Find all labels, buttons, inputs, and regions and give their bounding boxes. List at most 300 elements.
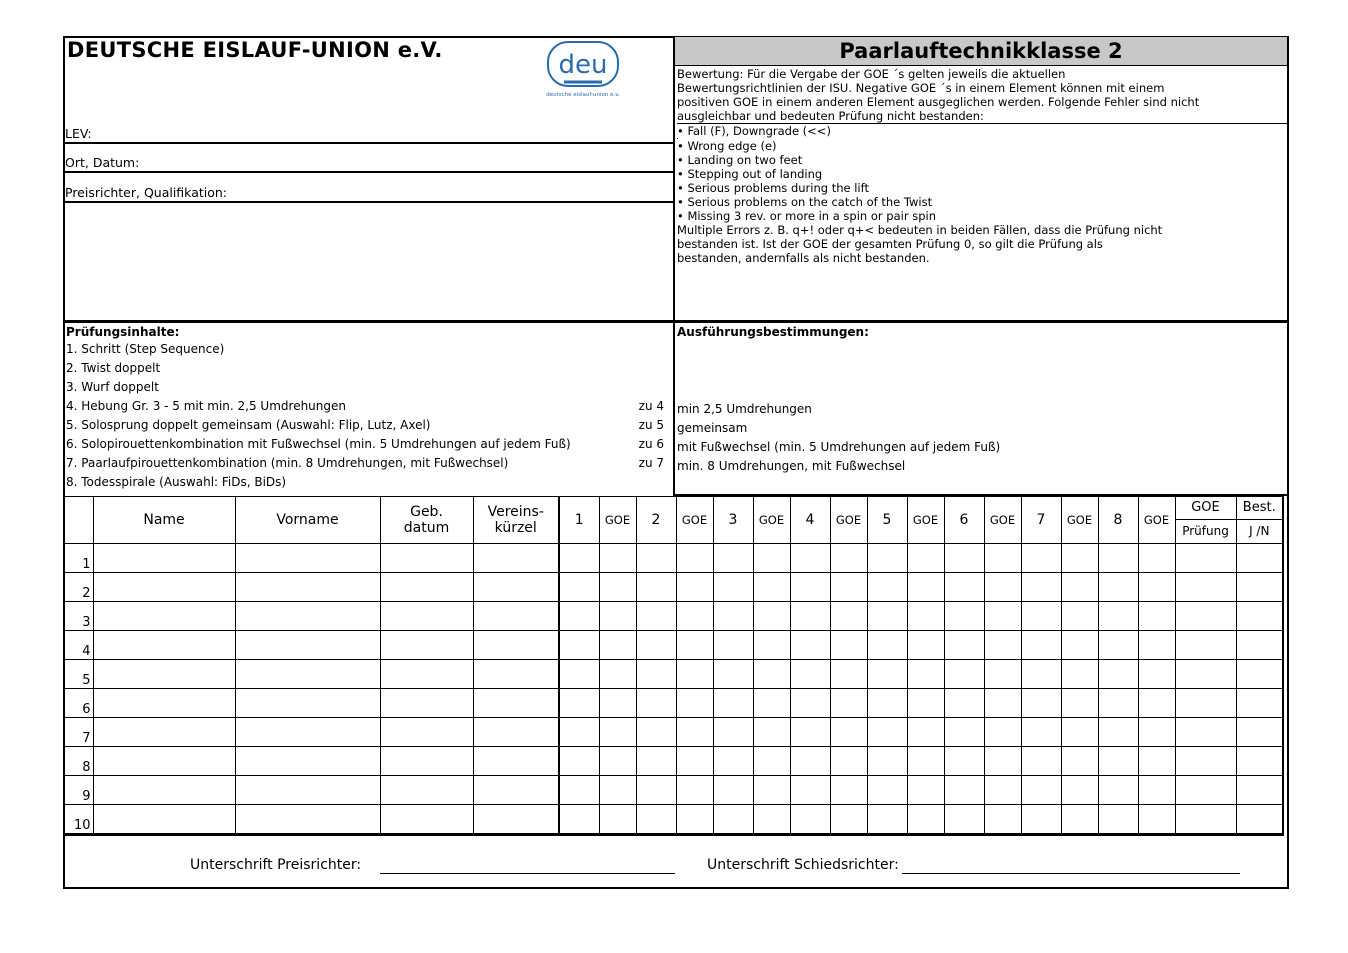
header-rownum xyxy=(64,497,93,544)
table-cell[interactable] xyxy=(830,573,867,602)
table-row xyxy=(64,631,1283,660)
table-cell[interactable] xyxy=(944,747,984,776)
table-cell[interactable] xyxy=(559,718,599,747)
table-cell[interactable] xyxy=(1061,689,1098,718)
table-cell[interactable] xyxy=(380,805,473,835)
table-cell[interactable] xyxy=(1021,660,1061,689)
table-cell[interactable] xyxy=(473,573,559,602)
table-cell[interactable] xyxy=(636,544,676,573)
table-row xyxy=(64,573,1283,602)
table-cell[interactable] xyxy=(1021,689,1061,718)
table-cell[interactable] xyxy=(235,805,380,835)
table-cell[interactable] xyxy=(473,747,559,776)
table-cell[interactable] xyxy=(235,573,380,602)
pruefung-item xyxy=(66,454,672,473)
table-cell[interactable] xyxy=(235,660,380,689)
table-cell[interactable] xyxy=(636,660,676,689)
table-cell[interactable] xyxy=(636,747,676,776)
table-cell[interactable] xyxy=(473,718,559,747)
table-cell[interactable] xyxy=(676,573,713,602)
table-cell[interactable] xyxy=(753,544,790,573)
table-cell[interactable] xyxy=(559,805,599,835)
table-cell[interactable] xyxy=(830,776,867,805)
bewertung-intro-0: Bewertung: Für die Vergabe der GOE ´s gelten jeweils die aktuellen xyxy=(677,67,1066,81)
table-cell[interactable] xyxy=(599,689,636,718)
table-cell[interactable] xyxy=(676,805,713,835)
header-goe-pruefung-2: Prüfung xyxy=(1182,524,1229,538)
bewertung-error-6: • Missing 3 rev. or more in a spin or pair spin xyxy=(677,209,936,223)
table-cell[interactable] xyxy=(713,631,753,660)
header-verein-2: kürzel xyxy=(494,520,537,536)
bewertung-error-4: • Serious problems during the lift xyxy=(677,181,869,195)
table-cell[interactable] xyxy=(753,689,790,718)
table-cell[interactable] xyxy=(790,747,830,776)
table-cell[interactable] xyxy=(984,805,1021,835)
table-cell[interactable] xyxy=(1098,631,1138,660)
table-body xyxy=(64,544,1283,835)
page-title xyxy=(675,37,1287,66)
table-cell[interactable] xyxy=(380,718,473,747)
table-cell[interactable] xyxy=(380,660,473,689)
table-cell[interactable] xyxy=(1175,660,1236,689)
table-cell[interactable] xyxy=(830,718,867,747)
table-cell[interactable] xyxy=(944,573,984,602)
table-cell[interactable] xyxy=(380,747,473,776)
header-best-1: Best. xyxy=(1237,497,1283,520)
table-cell[interactable] xyxy=(830,689,867,718)
table-row xyxy=(64,718,1283,747)
table-cell[interactable] xyxy=(676,689,713,718)
sig-schiedsrichter-line[interactable] xyxy=(902,873,1240,874)
table-cell[interactable] xyxy=(559,544,599,573)
table-cell[interactable] xyxy=(713,544,753,573)
table-cell[interactable] xyxy=(907,747,944,776)
table-cell[interactable] xyxy=(867,573,907,602)
ausfuehrung-item: gemeinsam xyxy=(677,421,748,435)
table-cell[interactable] xyxy=(1138,602,1175,631)
table-cell[interactable] xyxy=(713,747,753,776)
bewertung-outro-0: Multiple Errors z. B. q+! oder q+< bedeuten in beiden Fällen, dass die Prüfung nicht xyxy=(677,223,1163,237)
table-cell[interactable] xyxy=(867,718,907,747)
table-cell[interactable] xyxy=(1138,544,1175,573)
table-cell[interactable] xyxy=(907,805,944,835)
table-row xyxy=(64,805,1283,835)
table-cell[interactable] xyxy=(93,544,235,573)
table-cell[interactable] xyxy=(984,602,1021,631)
table-cell[interactable] xyxy=(1236,689,1283,718)
table-cell[interactable] xyxy=(676,718,713,747)
pruefung-item-text: 1. Schritt (Step Sequence) xyxy=(66,342,225,356)
table-cell[interactable] xyxy=(1175,805,1236,835)
table-cell[interactable] xyxy=(713,573,753,602)
table-cell[interactable] xyxy=(235,718,380,747)
table-cell[interactable] xyxy=(559,776,599,805)
table-cell[interactable] xyxy=(984,573,1021,602)
table-cell[interactable] xyxy=(1138,689,1175,718)
table-cell[interactable] xyxy=(1236,718,1283,747)
table-cell[interactable] xyxy=(907,631,944,660)
table-cell[interactable] xyxy=(867,805,907,835)
table-cell[interactable] xyxy=(599,544,636,573)
table-cell[interactable] xyxy=(93,602,235,631)
table-cell[interactable] xyxy=(676,660,713,689)
pruefung-item-ref: zu 6 xyxy=(638,437,664,451)
table-cell[interactable] xyxy=(790,689,830,718)
pruefung-item-text: 5. Solosprung doppelt gemeinsam (Auswahl: Flip, Lutz, Axel) xyxy=(66,418,431,432)
header-geb-datum-1: Geb. xyxy=(410,504,443,520)
sig-preisrichter-label: Unterschrift Preisrichter: xyxy=(190,857,362,873)
table-cell[interactable] xyxy=(1061,573,1098,602)
table-cell[interactable] xyxy=(944,718,984,747)
table-cell[interactable] xyxy=(599,747,636,776)
table-cell[interactable] xyxy=(867,660,907,689)
header-goe: GOE xyxy=(676,497,713,544)
table-cell[interactable] xyxy=(1138,660,1175,689)
table-cell[interactable] xyxy=(1098,660,1138,689)
table-row xyxy=(64,776,1283,805)
table-cell[interactable] xyxy=(636,718,676,747)
pruefung-item-text: 8. Todesspirale (Auswahl: FiDs, BiDs) xyxy=(66,475,287,489)
table-cell[interactable] xyxy=(636,776,676,805)
table-cell[interactable] xyxy=(830,631,867,660)
pruefung-item xyxy=(66,397,672,416)
table-cell[interactable] xyxy=(713,689,753,718)
table-cell[interactable] xyxy=(1021,718,1061,747)
table-cell[interactable] xyxy=(1098,602,1138,631)
header-goe: GOE xyxy=(907,497,944,544)
table-cell[interactable] xyxy=(599,631,636,660)
table-cell[interactable] xyxy=(559,602,599,631)
table-cell[interactable] xyxy=(559,747,599,776)
table-cell[interactable] xyxy=(830,544,867,573)
table-cell[interactable] xyxy=(944,776,984,805)
table-cell[interactable] xyxy=(93,776,235,805)
table-cell[interactable] xyxy=(753,573,790,602)
table-cell[interactable] xyxy=(984,747,1021,776)
row-number: 7 xyxy=(64,718,93,747)
table-cell[interactable] xyxy=(1138,747,1175,776)
table-cell[interactable] xyxy=(713,805,753,835)
table-cell[interactable] xyxy=(944,660,984,689)
table-cell[interactable] xyxy=(380,776,473,805)
table-cell[interactable] xyxy=(1175,689,1236,718)
table-cell[interactable] xyxy=(907,776,944,805)
table-cell[interactable] xyxy=(1138,718,1175,747)
header-goe: GOE xyxy=(599,497,636,544)
table-cell[interactable] xyxy=(1061,747,1098,776)
table-cell[interactable] xyxy=(867,631,907,660)
table-cell[interactable] xyxy=(1098,689,1138,718)
table-cell[interactable] xyxy=(944,602,984,631)
bewertung-text xyxy=(677,67,1285,265)
org-name: DEUTSCHE EISLAUF-UNION e.V. xyxy=(67,38,443,62)
table-cell[interactable] xyxy=(380,689,473,718)
table-cell[interactable] xyxy=(944,631,984,660)
table-cell[interactable] xyxy=(1021,747,1061,776)
section-separator xyxy=(63,320,1289,323)
table-cell[interactable] xyxy=(380,544,473,573)
table-cell[interactable] xyxy=(93,747,235,776)
ausfuehrung-item: mit Fußwechsel (min. 5 Umdrehungen auf jedem Fuß) xyxy=(677,440,1001,454)
lev-line xyxy=(63,142,674,144)
table-cell[interactable] xyxy=(907,718,944,747)
table-cell[interactable] xyxy=(676,631,713,660)
table-cell[interactable] xyxy=(830,747,867,776)
logo-text: deu xyxy=(558,50,608,80)
table-cell[interactable] xyxy=(830,660,867,689)
header-best-2: J /N xyxy=(1249,524,1270,538)
table-cell[interactable] xyxy=(636,689,676,718)
table-cell[interactable] xyxy=(907,660,944,689)
table-cell[interactable] xyxy=(790,602,830,631)
table-cell[interactable] xyxy=(1061,660,1098,689)
table-row xyxy=(64,602,1283,631)
table-cell[interactable] xyxy=(235,776,380,805)
table-cell[interactable] xyxy=(867,602,907,631)
header-element: 6 xyxy=(944,497,984,544)
bewertung-intro-2: positiven GOE in einem anderen Element ausgeglichen werden. Folgende Fehler sind nicht xyxy=(677,95,1200,109)
table-cell[interactable] xyxy=(830,805,867,835)
table-cell[interactable] xyxy=(753,776,790,805)
table-cell[interactable] xyxy=(559,631,599,660)
table-cell[interactable] xyxy=(380,573,473,602)
table-cell[interactable] xyxy=(599,660,636,689)
table-cell[interactable] xyxy=(907,689,944,718)
table-cell[interactable] xyxy=(753,747,790,776)
table-cell[interactable] xyxy=(713,660,753,689)
table-cell[interactable] xyxy=(753,660,790,689)
table-cell[interactable] xyxy=(830,602,867,631)
table-cell[interactable] xyxy=(713,602,753,631)
table-cell[interactable] xyxy=(1236,544,1283,573)
table-cell[interactable] xyxy=(599,776,636,805)
table-cell[interactable] xyxy=(599,805,636,835)
table-cell[interactable] xyxy=(867,689,907,718)
table-cell[interactable] xyxy=(93,689,235,718)
table-cell[interactable] xyxy=(984,544,1021,573)
table-cell[interactable] xyxy=(753,602,790,631)
table-cell[interactable] xyxy=(1021,776,1061,805)
table-cell[interactable] xyxy=(984,660,1021,689)
table-cell[interactable] xyxy=(599,602,636,631)
bewertung-outro-1: bestanden ist. Ist der GOE der gesamten Prüfung 0, so gilt die Prüfung als xyxy=(677,237,1103,251)
table-cell[interactable] xyxy=(1138,805,1175,835)
header-goe: GOE xyxy=(984,497,1021,544)
table-cell[interactable] xyxy=(1061,718,1098,747)
bewertung-outro-2: bestanden, andernfalls als nicht bestanden. xyxy=(677,251,930,265)
table-cell[interactable] xyxy=(907,544,944,573)
ausfuehrung xyxy=(677,325,1285,340)
header-vorname: Vorname xyxy=(235,497,380,544)
table-cell[interactable] xyxy=(1061,805,1098,835)
table-cell[interactable] xyxy=(1098,718,1138,747)
table-cell[interactable] xyxy=(636,805,676,835)
table-cell[interactable] xyxy=(235,631,380,660)
table-cell[interactable] xyxy=(1175,718,1236,747)
table-cell[interactable] xyxy=(473,631,559,660)
table-cell[interactable] xyxy=(235,689,380,718)
table-cell[interactable] xyxy=(473,660,559,689)
row-number: 2 xyxy=(64,573,93,602)
table-cell[interactable] xyxy=(1021,573,1061,602)
table-cell[interactable] xyxy=(1098,544,1138,573)
table-cell[interactable] xyxy=(1175,776,1236,805)
table-cell[interactable] xyxy=(790,660,830,689)
table-cell[interactable] xyxy=(676,747,713,776)
table-cell[interactable] xyxy=(1021,544,1061,573)
table-cell[interactable] xyxy=(1236,602,1283,631)
table-cell[interactable] xyxy=(473,805,559,835)
header-element: 4 xyxy=(790,497,830,544)
table-cell[interactable] xyxy=(599,573,636,602)
table-cell[interactable] xyxy=(1175,544,1236,573)
table-cell[interactable] xyxy=(235,602,380,631)
table-cell[interactable] xyxy=(1098,805,1138,835)
table-cell[interactable] xyxy=(753,631,790,660)
pruefung-item-ref: zu 4 xyxy=(638,399,664,413)
table-cell[interactable] xyxy=(1236,747,1283,776)
pruefung-item-ref: zu 5 xyxy=(638,418,664,432)
table-cell[interactable] xyxy=(1021,631,1061,660)
table-cell[interactable] xyxy=(867,747,907,776)
table-cell[interactable] xyxy=(1236,776,1283,805)
table-cell[interactable] xyxy=(1021,602,1061,631)
header-element: 2 xyxy=(636,497,676,544)
table-cell[interactable] xyxy=(1236,660,1283,689)
table-cell[interactable] xyxy=(1061,776,1098,805)
table-cell[interactable] xyxy=(1175,747,1236,776)
table-cell[interactable] xyxy=(1098,573,1138,602)
pruefung-item xyxy=(66,416,672,435)
table-cell[interactable] xyxy=(473,602,559,631)
table-cell[interactable] xyxy=(1021,805,1061,835)
ort-datum-label: Ort, Datum: xyxy=(65,155,140,170)
table-cell[interactable] xyxy=(93,573,235,602)
table-cell[interactable] xyxy=(473,689,559,718)
table-cell[interactable] xyxy=(790,544,830,573)
table-cell[interactable] xyxy=(473,776,559,805)
table-cell[interactable] xyxy=(713,776,753,805)
table-cell[interactable] xyxy=(676,544,713,573)
table-cell[interactable] xyxy=(1236,631,1283,660)
table-cell[interactable] xyxy=(1098,776,1138,805)
ort-datum-line xyxy=(63,171,674,173)
table-cell[interactable] xyxy=(599,718,636,747)
table-cell[interactable] xyxy=(93,805,235,835)
sig-preisrichter-line[interactable] xyxy=(380,873,675,874)
table-cell[interactable] xyxy=(944,544,984,573)
table-cell[interactable] xyxy=(790,805,830,835)
header-verein-1: Vereins- xyxy=(487,504,544,520)
table-cell[interactable] xyxy=(636,573,676,602)
table-cell[interactable] xyxy=(907,573,944,602)
header-verein xyxy=(473,497,559,544)
table-cell[interactable] xyxy=(636,602,676,631)
pruefung-item-text: 4. Hebung Gr. 3 - 5 mit min. 2,5 Umdrehungen xyxy=(66,399,346,413)
header-goe: GOE xyxy=(1138,497,1175,544)
table-cell[interactable] xyxy=(559,660,599,689)
table-cell[interactable] xyxy=(984,631,1021,660)
page-title-text: Paarlauftechnikklasse 2 xyxy=(839,39,1123,63)
table-cell[interactable] xyxy=(944,689,984,718)
table-header-row xyxy=(64,497,1283,544)
row-number: 1 xyxy=(64,544,93,573)
table-cell[interactable] xyxy=(790,631,830,660)
table-row xyxy=(64,689,1283,718)
bewertung-error-3: • Stepping out of landing xyxy=(677,167,823,181)
table-cell[interactable] xyxy=(380,631,473,660)
table-cell[interactable] xyxy=(676,776,713,805)
table-cell[interactable] xyxy=(1175,631,1236,660)
table-cell[interactable] xyxy=(984,776,1021,805)
table-cell[interactable] xyxy=(1138,776,1175,805)
bottom-line xyxy=(63,887,1289,889)
row-number: 10 xyxy=(64,805,93,835)
table-cell[interactable] xyxy=(235,544,380,573)
table-cell[interactable] xyxy=(867,776,907,805)
table-row xyxy=(64,747,1283,776)
table-cell[interactable] xyxy=(1236,805,1283,835)
pruefung-item-text: 6. Solopirouettenkombination mit Fußwechsel (min. 5 Umdrehungen auf jedem Fuß) xyxy=(66,437,571,451)
bewertung-intro-3: ausgleichbar und bedeuten Prüfung nicht bestanden: xyxy=(677,109,1288,124)
row-number: 9 xyxy=(64,776,93,805)
table-cell[interactable] xyxy=(1061,544,1098,573)
table-cell[interactable] xyxy=(713,718,753,747)
table-cell[interactable] xyxy=(790,573,830,602)
table-cell[interactable] xyxy=(559,689,599,718)
header-geb-datum-2: datum xyxy=(403,520,450,536)
header-element: 5 xyxy=(867,497,907,544)
bewertung-error-1: • Wrong edge (e) xyxy=(677,139,777,153)
row-number: 8 xyxy=(64,747,93,776)
header-name: Name xyxy=(93,497,235,544)
table-cell[interactable] xyxy=(93,660,235,689)
table-cell[interactable] xyxy=(1175,573,1236,602)
table-cell[interactable] xyxy=(93,631,235,660)
table-cell[interactable] xyxy=(753,718,790,747)
table-cell[interactable] xyxy=(907,602,944,631)
table-cell[interactable] xyxy=(753,805,790,835)
table-cell[interactable] xyxy=(984,718,1021,747)
table-cell[interactable] xyxy=(93,718,235,747)
table-cell[interactable] xyxy=(235,747,380,776)
table-cell[interactable] xyxy=(1061,631,1098,660)
pruefung-item-text: 2. Twist doppelt xyxy=(66,361,161,375)
table-cell[interactable] xyxy=(636,631,676,660)
table-cell[interactable] xyxy=(473,544,559,573)
table-cell[interactable] xyxy=(676,602,713,631)
header-goe-pruefung xyxy=(1175,497,1236,544)
table-cell[interactable] xyxy=(944,805,984,835)
deu-logo-icon xyxy=(534,40,634,100)
table-cell[interactable] xyxy=(984,689,1021,718)
table-cell[interactable] xyxy=(867,544,907,573)
table-cell[interactable] xyxy=(1061,602,1098,631)
preisrichter-label: Preisrichter, Qualifikation: xyxy=(65,185,228,200)
table-cell[interactable] xyxy=(1138,631,1175,660)
table-row xyxy=(64,544,1283,573)
table-cell[interactable] xyxy=(559,573,599,602)
table-cell[interactable] xyxy=(1098,747,1138,776)
table-cell[interactable] xyxy=(380,602,473,631)
pruefungsinhalte-heading: Prüfungsinhalte: xyxy=(66,325,180,339)
table-cell[interactable] xyxy=(1138,573,1175,602)
table-cell[interactable] xyxy=(1236,573,1283,602)
table-cell[interactable] xyxy=(790,718,830,747)
divider-vertical xyxy=(673,36,675,496)
table-cell[interactable] xyxy=(1175,602,1236,631)
table-cell[interactable] xyxy=(790,776,830,805)
